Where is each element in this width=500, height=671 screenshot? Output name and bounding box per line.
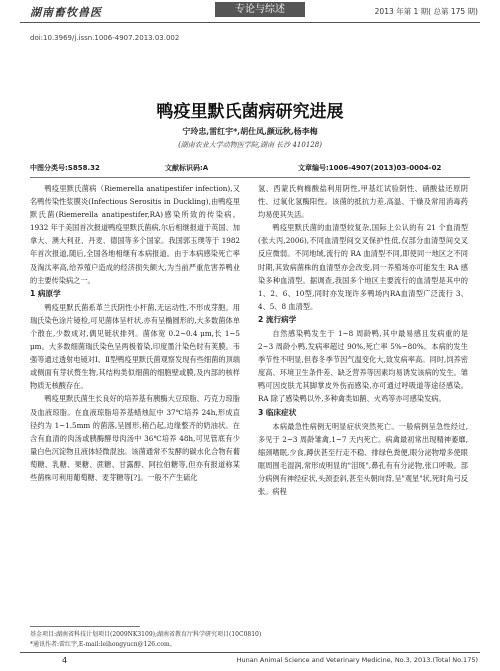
document-code: 文献标识码:A <box>165 164 209 172</box>
clc-number: 中图分类号:S858.32 <box>30 164 100 172</box>
right-column <box>258 182 468 498</box>
paragraph: 鸭疫里默氏菌生长良好的培养基有胰酶大豆琼脂、巧克力琼脂及血液琼脂。在血液琼脂培养基蜡烛缸中 37℃培养 24h,形成直径约为 1~1.5mm 的菌落,呈圆形,稍凸起,边缘整齐的奶油状。在含有血清的肉汤或胰酶酵母肉汤中 36℃培养 48h,可见管底有少量白色沉淀物且液体轻微混浊。该菌通常不发酵的碳水化合物有葡萄糖、乳糖、果糖、蔗糖、甘露醇、阿拉伯糖等,但亦有报道称某些菌株可利用葡萄糖、麦芽糖等[?]。一般不产生硫化 <box>30 394 240 482</box>
footnote-divider <box>30 626 140 627</box>
journal-header <box>0 0 500 22</box>
paragraph: 鸭疫里默氏菌系革兰氏阴性小杆菌,无运动性,不形成芽胞。用瑞氏染色涂片镜检,可见菌体呈杆状,亦有呈椭圆形的,大多数菌体单个散在,少数成对,偶见链状排列。菌体宽 0.2~0.4 μm,长 1~5 μm。大多数细菌瑞氏染色呈两极着染,印度墨汁染色时有荚膜。韦强等通过透射电镜对Ⅰ、Ⅱ型鸭疫里默氏菌观察发现有些细菌的顶端或侧面有芽状赘生物,其结构类似细菌的细胞壁或膜,及内部的核样物质无核酸存在。 <box>30 302 240 391</box>
paragraph: 鸭疫里默氏菌病（Riemerella anatipestifer infection),又名鸭传染性浆膜炎(Infectious Serositis in Duckling),由鸭疫里默氏菌(Riemerella anatipestifer,RA)感染所致的传染病。1932 年于美国首次报道鸭疫里默氏菌病,尔后相继报道于英国、加拿大、澳大利亚、丹麦、德国等多个国家。我国郭玉璞等于 1982 年首次报道,随后,全国各地相继有本病报道。由于本病感染死亡率及淘汰率高,给养殖户造成的经济损失颇大,为当前严重危害养鸭业的主要传染病之一。 <box>30 184 240 285</box>
contact-note: *通讯作者:雷红宇,E-mail:leihongyucn@126.com。 <box>30 641 176 648</box>
author-list: 宁玲忠,雷红宇*,胡仕凤,颜远秋,杨李梅 <box>182 126 318 136</box>
left-column <box>30 182 240 484</box>
section-heading: 1 病原学 <box>30 288 61 298</box>
paragraph: 氢、西蒙氏枸橼酸盐利用阴性,甲基红试验阴性、硝酸盐还原阴性、过氧化氢酶阳性。该菌的抵抗力差,高温、干燥及常用消毒药均易使其失活。 <box>258 184 468 220</box>
section-tag: 专论与综述 <box>215 2 305 17</box>
funding-note: 基金项目:湖南省科技计划项目(2009NK3109);湖南省教育厅科学研究项目(10C0810) <box>30 631 262 638</box>
header-divider <box>20 22 480 23</box>
paragraph: 鸭疫里默氏菌的血清型较复杂,国际上公认的有 21 个血清型(张大丙,2006),不同血清型间交叉保护性低,仅部分血清型间交叉反应微弱。不同地域,流行的 RA 血清型不同,即使同一地区之不同时期,其致病菌株的血清型亦会改变,同一养殖场亦可能发生 RA 感染多种血清型。据调查,我国多个地区主要流行的血清型是其中的 1、2、6、10型,同时亦发现许多鸭场内RA血清型广泛流行 3、4、5、8 血清型。 <box>258 223 468 311</box>
affiliation: (湖南农业大学动物医学院,湖南 长沙 410128) <box>178 141 322 149</box>
paragraph: 本病最急性病例无明显症状突然死亡。一般病例呈急性经过,多见于 2~3 周龄雏禽,1~7 天内死亡。病禽最初常出现精神萎靡,缩颈嗜眠,少食,蹲伏甚至行走不稳、排绿色粪便,眼分泌物增多使眼眶周围毛湿润,常形成明显的"泪斑",鼻孔有有分泌物,张口呼吸。部分病例有神经症状,头颈歪斜,甚至头朝向背,呈"观星"状,死时角弓反张。病程 <box>258 421 468 496</box>
section-heading: 3 临床症状 <box>258 407 297 417</box>
issue-info: 2013 年第 1 期( 总第 175 期) <box>374 7 478 16</box>
article-number: 文章编号:1006-4907(2013)03-0004-02 <box>298 164 442 172</box>
section-heading: 2 流行病学 <box>258 314 297 324</box>
journal-name: 湖南畜牧兽医 <box>30 6 102 19</box>
meta-divider <box>30 177 470 178</box>
doi-line: doi:10.3969/j.issn.1006-4907.2013.03.002 <box>30 34 180 42</box>
footer-divider <box>20 652 480 653</box>
paragraph: 自然感染鸭发生于 1~8 周龄鸭,其中最易感且发病重的是 2~3 周龄小鸭,发病率超过 90%,死亡率 5%~80%。本病的发生季节性不明显,但春冬季节因气温变化大,致发病率高。同时,饲养密度高、环境卫生条件差、缺乏营养等因素均易诱发该病的发生。雏鸭可因皮肤尤其脚掌皮外伤而感染,亦可通过呼吸道等途径感染。RA 除了感染鸭以外,多种禽类如鹅、火鸡等亦可感染发病。 <box>258 328 468 404</box>
footer-journal-name: Hunan Animal Science and Veterinary Medicine, No.3, 2013.(Total No.175) <box>236 656 478 664</box>
article-title: 鸭疫里默氏菌病研究进展 <box>156 102 344 122</box>
page-number: 4 <box>62 656 68 665</box>
